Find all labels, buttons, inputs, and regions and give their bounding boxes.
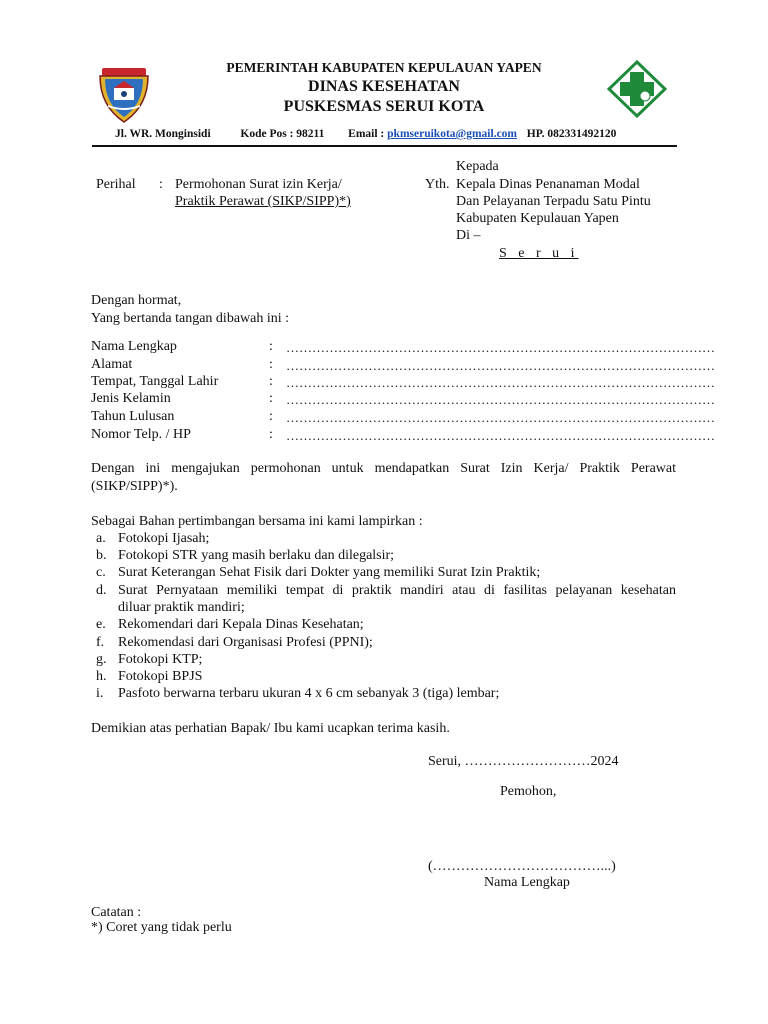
attachment-letter: c. [96, 565, 106, 580]
field-colon: : [269, 374, 273, 389]
field-colon: : [269, 391, 273, 406]
signature-place-date: Serui, ………………………2024 [428, 754, 619, 769]
attachment-letter: a. [96, 531, 106, 546]
letterhead-government: PEMERINTAH KABUPATEN KEPULAUAN YAPEN [226, 60, 542, 75]
attachment-text: Fotokopi STR yang masih berlaku dan dilegalsir; [118, 548, 395, 563]
field-label-alamat: Alamat [91, 357, 133, 372]
field-value-alamat[interactable]: ……………………………………………………………………………………… [286, 358, 715, 373]
attachment-letter: i. [96, 686, 104, 701]
recipient-yth: Yth. [425, 177, 450, 192]
signature-blank: (………………………………...) [428, 859, 616, 874]
field-value-jenis-kelamin[interactable]: ……………………………………………………………………………………… [286, 392, 715, 407]
recipient-line2: Dan Pelayanan Terpadu Satu Pintu [456, 194, 651, 209]
letterhead-address [115, 128, 616, 140]
recipient-di: Di – [456, 228, 481, 243]
attachment-letter: b. [96, 548, 107, 563]
field-colon: : [269, 357, 273, 372]
phone-number: HP. 082331492120 [526, 128, 617, 140]
note-text: *) Coret yang tidak perlu [91, 920, 232, 935]
field-label-telp: Nomor Telp. / HP [91, 427, 191, 442]
attachment-text: Fotokopi KTP; [118, 652, 203, 667]
attachment-text: Fotokopi BPJS [118, 669, 203, 684]
email-link[interactable]: pkmseruikota@gmail.com [387, 128, 518, 140]
field-label-jenis-kelamin: Jenis Kelamin [91, 391, 171, 406]
perihal-colon: : [159, 177, 163, 192]
letterhead-divider [92, 145, 677, 147]
attachment-text: Surat Pernyataan memiliki tempat di praktik mandiri atau di fasilitas pelayanan kesehatan [118, 583, 676, 598]
letterhead-agency: DINAS KESEHATAN [308, 78, 460, 95]
perihal-line2: Praktik Perawat (SIKP/SIPP)*) [175, 194, 351, 209]
attachment-text: Fotokopi Ijasah; [118, 531, 210, 546]
attachment-text: Surat Keterangan Sehat Fisik dari Dokter yang memiliki Surat Izin Praktik; [118, 565, 541, 580]
recipient-line1: Kepala Dinas Penanaman Modal [456, 177, 640, 192]
greeting: Dengan hormat, [91, 293, 182, 308]
field-label-tahun-lulusan: Tahun Lulusan [91, 409, 175, 424]
note-title: Catatan : [91, 905, 142, 920]
field-colon: : [269, 339, 273, 354]
address-postcode: Kode Pos : 98211 [240, 128, 325, 140]
attachment-text: Rekomendasi dari Organisasi Profesi (PPNI); [118, 635, 373, 650]
attachment-text: Rekomendari dari Kepala Dinas Kesehatan; [118, 617, 364, 632]
attachment-letter: d. [96, 583, 107, 598]
field-value-ttl[interactable]: ……………………………………………………………………………………… [286, 375, 715, 390]
request-text-line2: (SIKP/SIPP)*). [91, 479, 178, 494]
attachment-letter: h. [96, 669, 107, 684]
field-label-ttl: Tempat, Tanggal Lahir [91, 374, 219, 389]
closing-text: Demikian atas perhatian Bapak/ Ibu kami ucapkan terima kasih. [91, 721, 450, 736]
request-text-line1: Dengan ini mengajukan permohonan untuk mendapatkan Surat Izin Kerja/ Praktik Perawat [91, 461, 676, 476]
signature-role: Pemohon, [500, 784, 557, 799]
attachment-text-continued: diluar praktik mandiri; [118, 600, 245, 615]
email-label: Email : [348, 128, 385, 140]
perihal-line1: Permohonan Surat izin Kerja/ [175, 177, 342, 192]
field-colon: : [269, 427, 273, 442]
attachment-letter: g. [96, 652, 107, 667]
address-street: Jl. WR. Monginsidi [115, 128, 211, 140]
attachment-letter: f. [96, 635, 105, 650]
attachments-intro: Sebagai Bahan pertimbangan bersama ini kami lampirkan : [91, 514, 423, 529]
intro-text: Yang bertanda tangan dibawah ini : [91, 311, 290, 326]
attachment-letter: e. [96, 617, 106, 632]
signature-name: Nama Lengkap [484, 875, 570, 890]
field-value-tahun-lulusan[interactable]: ……………………………………………………………………………………… [286, 410, 715, 425]
perihal-label: Perihal [96, 177, 136, 192]
field-colon: : [269, 409, 273, 424]
recipient-line3: Kabupaten Kepulauan Yapen [456, 211, 619, 226]
field-value-nama[interactable]: ……………………………………………………………………………………… [286, 340, 715, 355]
recipient-kepada: Kepada [456, 159, 499, 174]
letterhead-puskesmas: PUSKESMAS SERUI KOTA [283, 98, 485, 115]
recipient-city: S e r u i [499, 246, 579, 261]
field-label-nama: Nama Lengkap [91, 339, 177, 354]
field-value-telp[interactable]: ……………………………………………………………………………………… [286, 428, 715, 443]
attachment-text: Pasfoto berwarna terbaru ukuran 4 x 6 cm sebanyak 3 (tiga) lembar; [118, 686, 500, 701]
